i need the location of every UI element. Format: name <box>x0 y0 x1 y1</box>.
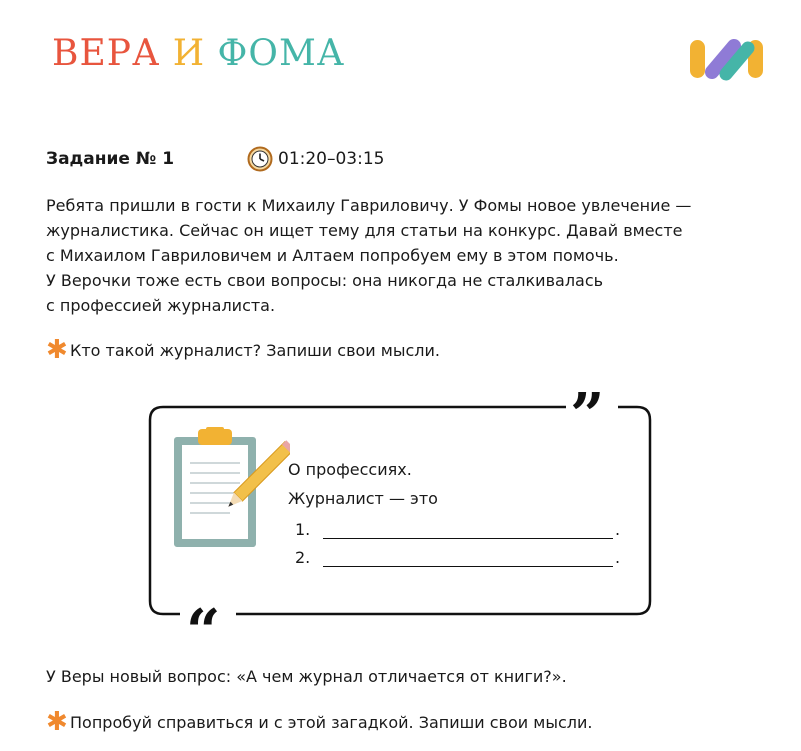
closing-quote-mark: ” <box>570 381 605 451</box>
asterisk-icon: ✱ <box>46 707 68 737</box>
task-title: Задание № 1 <box>46 149 175 169</box>
card-heading: О профессиях. <box>288 460 412 479</box>
opening-quote-mark: “ <box>186 597 221 667</box>
card-prompt: Журналист — это <box>288 489 438 508</box>
blank-number: 2. <box>295 548 311 567</box>
prompt-2 <box>46 709 592 735</box>
intro-line: журналистика. Сейчас он ищет тему для статьи на конкурс. Давай вместе <box>46 221 683 240</box>
logo-word-3: ФОМА <box>217 33 346 74</box>
blank-end: . <box>615 520 621 539</box>
intro-line: Ребята пришли в гости к Михаилу Гавриловичу. У Фомы новое увлечение — <box>46 196 692 215</box>
blank-line <box>323 550 613 567</box>
blank-end: . <box>615 548 621 567</box>
blank-line <box>323 522 613 539</box>
blank-number: 1. <box>295 520 311 539</box>
prompt-2-text: Попробуй справиться и с этой загадкой. Запиши свои мысли. <box>70 712 593 732</box>
logo-word-2: И <box>172 33 206 74</box>
intro-line: с профессией журналиста. <box>46 296 276 315</box>
time-range: 01:20–03:15 <box>278 149 385 169</box>
logo-word-1: ВЕРА <box>52 33 161 74</box>
question-text: У Веры новый вопрос: «А чем журнал отличается от книги?». <box>46 667 567 686</box>
asterisk-icon: ✱ <box>46 335 68 365</box>
intro-line: с Михаилом Гавриловичем и Алтаем попробуем ему в этом помочь. <box>46 246 619 265</box>
answer-blank-2 <box>295 548 620 567</box>
answer-blank-1 <box>295 520 620 539</box>
clipboard-pencil-icon <box>170 427 290 552</box>
intro-line: У Верочки тоже есть свои вопросы: она никогда не сталкивалась <box>46 271 604 290</box>
prompt-1-text: Кто такой журналист? Запиши свои мысли. <box>70 340 440 360</box>
